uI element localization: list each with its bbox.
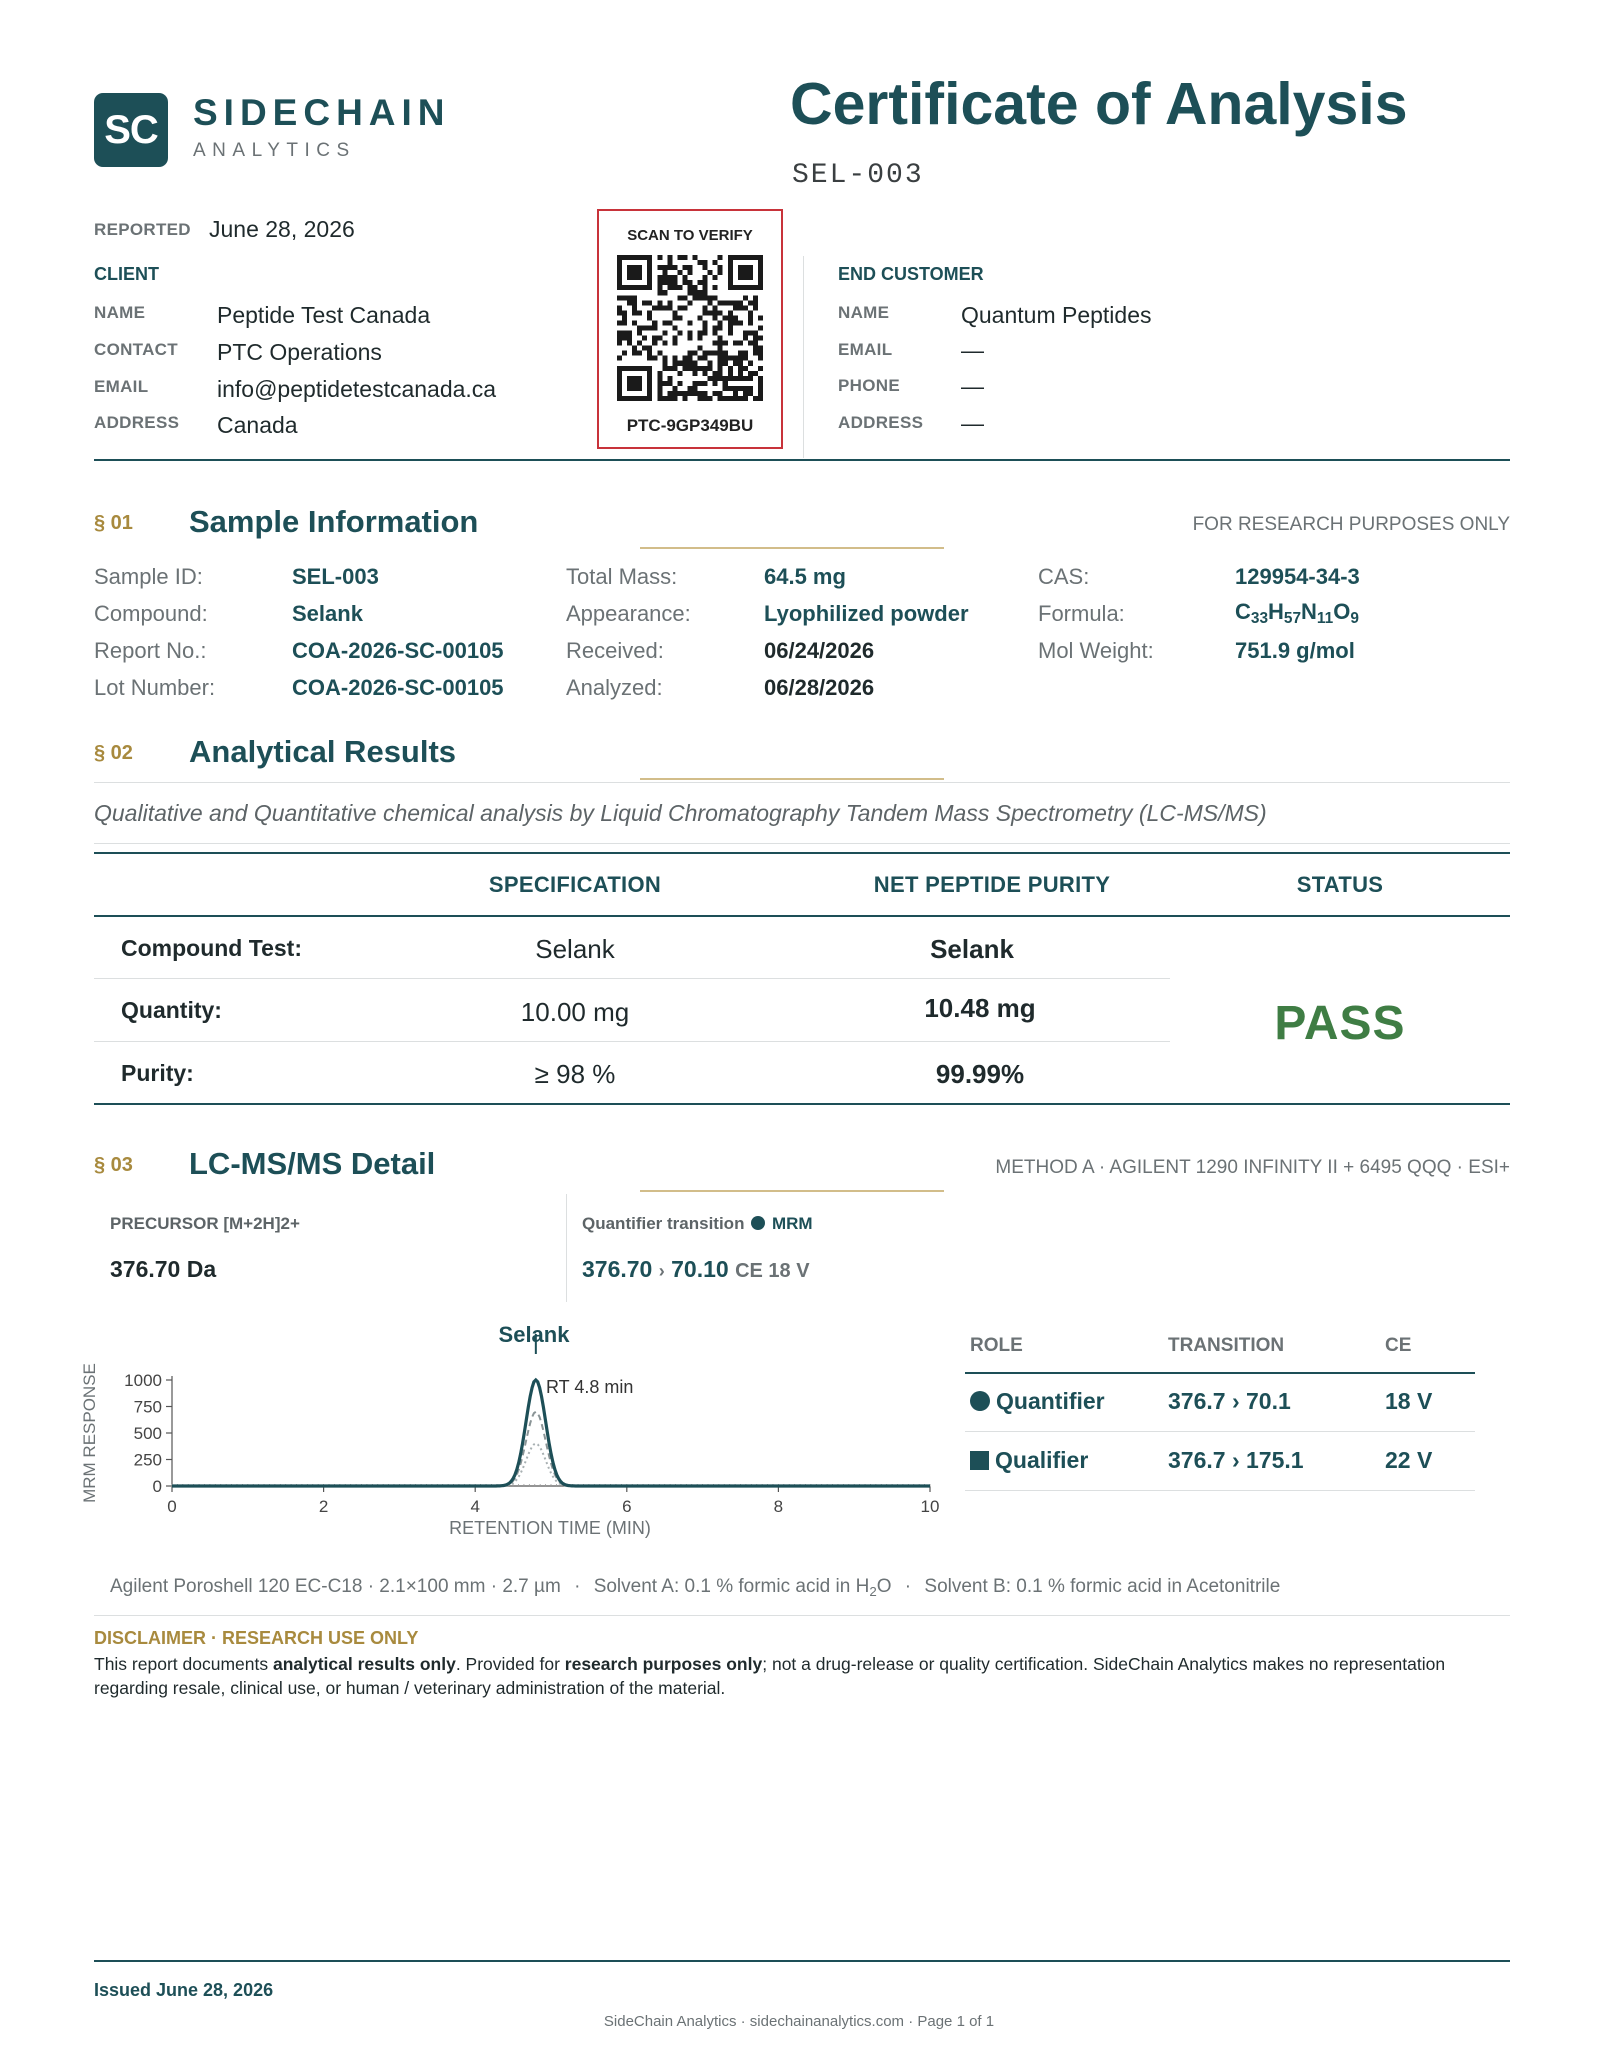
precursor-divider: [566, 1194, 567, 1302]
trans-col-ce: CE: [1385, 1335, 1412, 1356]
col-specification: SPECIFICATION: [488, 872, 662, 897]
precursor-label: PRECURSOR [M+2H]2+: [110, 1214, 300, 1233]
header-divider: [94, 459, 1510, 461]
formula-value: $C_{33}H_{57}N_{11}O_9$: [1235, 599, 1359, 627]
issued-date: Issued June 28, 2026: [94, 1980, 274, 2000]
section-01-title: Sample Information: [189, 504, 479, 539]
ec-phone-label: PHONE: [838, 376, 900, 395]
verify-label: SCAN TO VERIFY: [627, 227, 753, 244]
row-quantity-spec: 10.00 mg: [520, 997, 630, 1027]
lot-value: COA-2026-SC-00105: [292, 675, 504, 700]
results-description: Qualitative and Quantitative chemical analysis by Liquid Chromatography Tandem Mass Spectrometry (LC-MS/MS): [94, 800, 1267, 826]
logo-mark: [94, 93, 168, 167]
x-tick-label: 0: [167, 1497, 177, 1516]
row-compound-spec: Selank: [535, 934, 615, 964]
row-compound-result: Selank: [930, 934, 1014, 964]
trans-table-bottom: [965, 1490, 1475, 1491]
row-purity-result: 99.99%: [935, 1059, 1025, 1089]
page-title: Certificate of Analysis: [790, 71, 1408, 137]
logo-mark-text: SC: [104, 107, 158, 152]
end-customer-heading: END CUSTOMER: [838, 264, 984, 284]
y-tick-label: 500: [133, 1424, 162, 1443]
section-02-num: § 02: [94, 742, 133, 764]
trans-quantifier-value: 376.7 › 70.1: [1168, 1388, 1291, 1414]
section-01-accent: [640, 547, 944, 549]
ec-email-label: EMAIL: [838, 340, 893, 359]
lot-label: Lot Number:: [94, 675, 216, 700]
total-mass-value: 64.5 mg: [764, 564, 846, 589]
square-icon: [970, 1451, 989, 1470]
ec-address: —: [961, 410, 984, 436]
disclaimer-heading: DISCLAIMER · RESEARCH USE ONLY: [94, 1628, 419, 1648]
trans-row-divider: [965, 1431, 1475, 1432]
chromatogram-chart: [94, 1318, 954, 1538]
y-tick-label: 750: [133, 1397, 162, 1417]
client-name-label: NAME: [94, 303, 146, 322]
verify-code: PTC-9GP349BU: [626, 416, 754, 435]
col-net-purity: NET PEPTIDE PURITY: [873, 872, 1111, 897]
sample-id-value: SEL-003: [292, 564, 379, 589]
row-purity-spec: ≥ 98 %: [534, 1059, 616, 1089]
results-desc-bottom: [94, 843, 1510, 844]
mrm-dot-icon: [751, 1216, 765, 1230]
reported-label: REPORTED: [94, 220, 191, 239]
y-tick-label: 250: [133, 1450, 162, 1470]
trans-header-bottom: [965, 1372, 1475, 1374]
section-02-accent: [640, 778, 944, 780]
results-desc-top: [94, 782, 1510, 783]
report-no-label: Report No.:: [94, 638, 207, 663]
section-01-num: § 01: [94, 512, 133, 534]
trans-col-transition: TRANSITION: [1168, 1335, 1285, 1356]
client-heading: CLIENT: [94, 264, 159, 284]
row-divider-2: [94, 1041, 1170, 1042]
report-no-value: COA-2026-SC-00105: [292, 638, 504, 663]
client-contact-label: CONTACT: [94, 340, 178, 359]
analyzed-value: 06/28/2026: [764, 675, 875, 700]
compound-value: Selank: [292, 601, 363, 626]
appearance-label: Appearance:: [566, 601, 691, 626]
verify-box[interactable]: [597, 209, 783, 449]
reported-date: June 28, 2026: [209, 216, 355, 242]
section-02-title: Analytical Results: [189, 734, 457, 769]
received-value: 06/24/2026: [764, 638, 875, 663]
client-address-label: ADDRESS: [94, 413, 180, 432]
trans-quantifier-ce: 18 V: [1385, 1388, 1433, 1414]
disclaimer-text: This report documents analytical results only. Provided for research purposes only; not a drug-release or quality certification. SideChain Analytics makes no representation regarding resale, clinical use, or human / veterinary administration of the material.: [94, 1654, 1446, 1698]
ec-email: —: [961, 337, 984, 363]
results-table-top: [94, 852, 1510, 854]
header-divider-vertical: [803, 256, 804, 458]
research-note: FOR RESEARCH PURPOSES ONLY: [1192, 514, 1510, 535]
cas-value: 129954-34-3: [1235, 564, 1360, 589]
col-status: STATUS: [1296, 872, 1384, 897]
chart-xlabel: RETENTION TIME (MIN): [449, 1518, 651, 1538]
trans-row-quantifier: Quantifier: [970, 1388, 1105, 1415]
column-solvent-info: Agilent Poroshell 120 EC-C18 · 2.1×100 mm · 2.7 µm · Solvent A: 0.1 % formic acid in $H_2O$ · Solvent B: 0.1 % formic acid in Acetonitrile: [110, 1576, 1281, 1599]
footer-divider: [94, 1960, 1510, 1962]
chart-title: Selank: [498, 1322, 570, 1347]
x-tick-label: 4: [470, 1497, 480, 1516]
results-table-bottom: [94, 1103, 1510, 1105]
row-divider-1: [94, 978, 1170, 979]
total-mass-label: Total Mass:: [566, 564, 678, 589]
quant-transition-label: Quantifier transition MRM: [582, 1214, 813, 1233]
client-address: Canada: [217, 412, 298, 438]
x-tick-label: 10: [920, 1497, 940, 1516]
brand-sub: ANALYTICS: [193, 140, 356, 161]
circle-icon: [970, 1391, 990, 1411]
mol-weight-value: 751.9 g/mol: [1235, 638, 1355, 663]
analyzed-label: Analyzed:: [566, 675, 663, 700]
trans-qualifier-ce: 22 V: [1385, 1447, 1433, 1473]
formula-label: Formula:: [1038, 601, 1125, 626]
compound-label: Compound:: [94, 601, 208, 626]
section-03-title: LC-MS/MS Detail: [189, 1146, 436, 1181]
row-compound-label: Compound Test:: [121, 935, 302, 961]
trans-row-qualifier: Qualifier: [970, 1447, 1088, 1474]
x-tick-label: 2: [318, 1497, 329, 1516]
brand-name: SIDECHAIN: [193, 92, 451, 133]
method-info: METHOD A · AGILENT 1290 INFINITY II + 6495 QQQ · ESI+: [995, 1157, 1510, 1178]
qr-code-icon[interactable]: [617, 255, 763, 401]
client-email: info@peptidetestcanada.ca: [217, 376, 497, 402]
cas-label: CAS:: [1038, 564, 1090, 589]
y-tick-label: 0: [152, 1477, 162, 1496]
y-tick-label: 1000: [124, 1371, 162, 1390]
info-divider: [94, 1615, 1510, 1616]
sample-code: SEL-003: [792, 160, 924, 191]
client-email-label: EMAIL: [94, 377, 149, 396]
section-03-accent: [640, 1190, 944, 1192]
row-quantity-label: Quantity:: [121, 997, 222, 1023]
client-name: Peptide Test Canada: [217, 302, 431, 328]
chart-ylabel: MRM RESPONSE: [80, 1363, 99, 1503]
row-quantity-result: 10.48 mg: [924, 993, 1036, 1023]
mol-weight-label: Mol Weight:: [1038, 638, 1154, 663]
precursor-value: 376.70 Da: [110, 1256, 217, 1282]
appearance-value: Lyophilized powder: [764, 601, 969, 626]
quant-transition-value: 376.70 › 70.10 CE 18 V: [582, 1256, 810, 1282]
trans-qualifier-value: 376.7 › 175.1: [1168, 1447, 1304, 1473]
ec-address-label: ADDRESS: [838, 413, 924, 432]
ec-phone: —: [961, 373, 984, 399]
client-contact: PTC Operations: [217, 339, 382, 365]
status-badge: PASS: [1274, 997, 1406, 1050]
ec-name-label: NAME: [838, 303, 890, 322]
x-tick-label: 8: [773, 1497, 784, 1516]
x-tick-label: 6: [622, 1497, 632, 1516]
sample-id-label: Sample ID:: [94, 564, 203, 589]
ec-name: Quantum Peptides: [961, 302, 1152, 328]
trans-col-role: ROLE: [970, 1335, 1023, 1356]
footer-line: SideChain Analytics · sidechainanalytics.com · Page 1 of 1: [603, 2013, 995, 2030]
row-purity-label: Purity:: [121, 1060, 194, 1086]
results-header-bottom: [94, 915, 1510, 917]
chart-annotation: RT 4.8 min: [546, 1377, 634, 1397]
section-03-num: § 03: [94, 1154, 133, 1176]
received-label: Received:: [566, 638, 664, 663]
